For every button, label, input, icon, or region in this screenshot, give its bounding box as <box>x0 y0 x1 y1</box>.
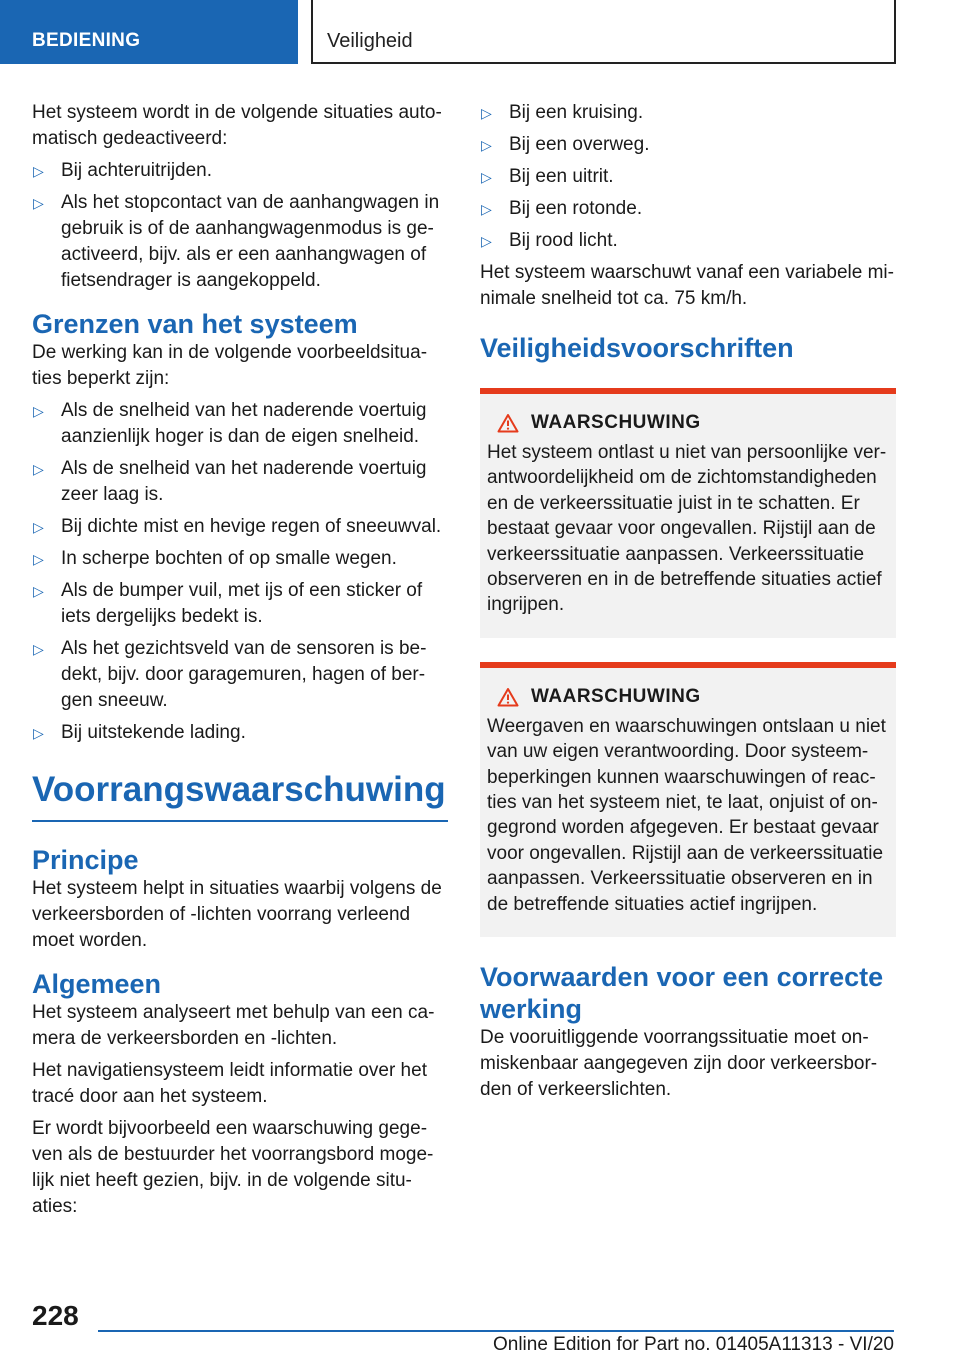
left-column <box>32 100 448 1226</box>
triangle-right-icon: ▷ <box>33 163 44 179</box>
chapter-tab <box>0 0 298 64</box>
list-item: ▷ Bij rood licht. <box>480 228 896 254</box>
warning-text: Weergaven en waarschuwingen ontslaan u niet van uw eigen verantwoording. Door systeembeperkingen kunnen waarschuwingen of reacties van het systeem niet, te laat, onjuist of ongegrond worden afgegeven. Er bestaat gevaar voor ongevallen. Rijstijl aan de verkeerssituatie aanpassen. Verkeerssituatie observeren en in de betreffende situaties actief ingrijpen. <box>487 715 886 915</box>
triangle-right-icon: ▷ <box>33 725 44 741</box>
general-heading: Algemeen <box>32 969 162 999</box>
list-item: ▷ Bij een overweg. <box>480 132 896 158</box>
list-item: ▷ Als de snelheid van het naderende voertuig zeer laag is. <box>33 458 427 505</box>
speed-paragraph: Het systeem waarschuwt vanaf een variabele minimale snelheid tot ca. 75 km/h. <box>480 262 894 309</box>
list-item: ▷ Bij achteruitrijden. <box>32 158 448 184</box>
limits-list <box>32 398 448 746</box>
warning-title: WAARSCHUWING <box>487 412 888 434</box>
edition-footer: Online Edition for Part no. 01405A11313 - VI/20 <box>492 1334 894 1355</box>
footer-divider <box>98 1330 894 1332</box>
list-item: ▷ In scherpe bochten of op smalle wegen. <box>32 546 448 572</box>
triangle-right-icon: ▷ <box>481 105 492 121</box>
general-paragraph: Er wordt bijvoorbeeld een waarschuwing gegeven als de bestuurder het voorrangsbord mogelijk niet heeft gezien, bijv. in de volgende situaties: <box>32 1118 434 1217</box>
warning-box <box>480 388 896 638</box>
list-item: ▷ Bij uitstekende lading. <box>32 720 448 746</box>
list-item: ▷ Bij dichte mist en hevige regen of sneeuwval. <box>32 514 448 540</box>
warning-box <box>480 662 896 937</box>
triangle-right-icon: ▷ <box>33 461 44 477</box>
situations-list <box>480 100 896 254</box>
conditions-heading: Voorwaarden voor een correcte werking <box>480 962 884 1025</box>
list-item: ▷ Bij een rotonde. <box>480 196 896 222</box>
conditions-paragraph: De vooruitliggende voorrangssituatie moet onmiskenbaar aangegeven zijn door verkeersborden of verkeerslichten. <box>480 1027 878 1101</box>
warning-triangle-icon <box>497 687 519 707</box>
triangle-right-icon: ▷ <box>33 583 44 599</box>
section-header <box>311 0 896 64</box>
list-item: ▷ Als de snelheid van het naderende voertuig aanzienlijk hoger is dan de eigen snelheid. <box>33 400 427 447</box>
triangle-right-icon: ▷ <box>481 233 492 249</box>
list-item: ▷ Als het stopcontact van de aanhangwagen in gebruik is of de aanhangwagenmodus is geactiveerd, bijv. als er een aanhangwagen of fietsendrager is aangekoppeld. <box>33 192 440 291</box>
principle-heading: Principe <box>32 845 139 875</box>
deactivation-list <box>32 158 448 294</box>
section-title: Veiligheid <box>327 30 413 52</box>
triangle-right-icon: ▷ <box>33 641 44 657</box>
triangle-right-icon: ▷ <box>481 201 492 217</box>
intro-paragraph: Het systeem wordt in de volgende situaties automatisch gedeactiveerd: <box>32 102 442 149</box>
triangle-right-icon: ▷ <box>33 195 44 211</box>
list-item: ▷ Bij een kruising. <box>480 100 896 126</box>
general-paragraph: Het systeem analyseert met behulp van een camera de verkeersborden en -lichten. <box>32 1002 435 1049</box>
general-paragraph: Het navigatiensysteem leidt informatie over het tracé door aan het systeem. <box>32 1060 427 1107</box>
triangle-right-icon: ▷ <box>33 403 44 419</box>
page-number: 228 <box>32 1300 79 1331</box>
warning-text: Het systeem ontlast u niet van persoonlijke verantwoordelijkheid om de zichtomstandigheden en de verkeerssituatie juist in te schatten. Er bestaat gevaar voor ongevallen. Rijstijl aan de verkeerssituatie aanpassen. Verkeerssituatie observeren en in de betreffende situaties actief ingrijpen. <box>487 442 887 616</box>
principle-paragraph: Het systeem helpt in situaties waarbij volgens de verkeersborden of -lichten voorrang verleend moet worden. <box>32 878 442 951</box>
chapter-title: BEDIENING <box>32 30 141 51</box>
triangle-right-icon: ▷ <box>481 169 492 185</box>
limits-heading: Grenzen van het systeem <box>32 309 358 339</box>
list-item: ▷ Als de bumper vuil, met ijs of een sticker of iets dergelijks bedekt is. <box>33 580 423 627</box>
triangle-right-icon: ▷ <box>33 519 44 535</box>
main-heading: Voorrangswaarschuwing <box>32 768 448 822</box>
warning-title: WAARSCHUWING <box>487 686 888 708</box>
safety-heading: Veiligheidsvoorschriften <box>480 333 794 363</box>
list-item: ▷ Bij een uitrit. <box>480 164 896 190</box>
list-item: ▷ Als het gezichtsveld van de sensoren is bedekt, bijv. door garagemuren, hagen of bergen sneeuw. <box>33 638 427 711</box>
warning-triangle-icon <box>497 413 519 433</box>
triangle-right-icon: ▷ <box>481 137 492 153</box>
triangle-right-icon: ▷ <box>33 551 44 567</box>
right-column <box>480 100 896 1109</box>
limits-paragraph: De werking kan in de volgende voorbeeldsituaties beperkt zijn: <box>32 342 428 389</box>
